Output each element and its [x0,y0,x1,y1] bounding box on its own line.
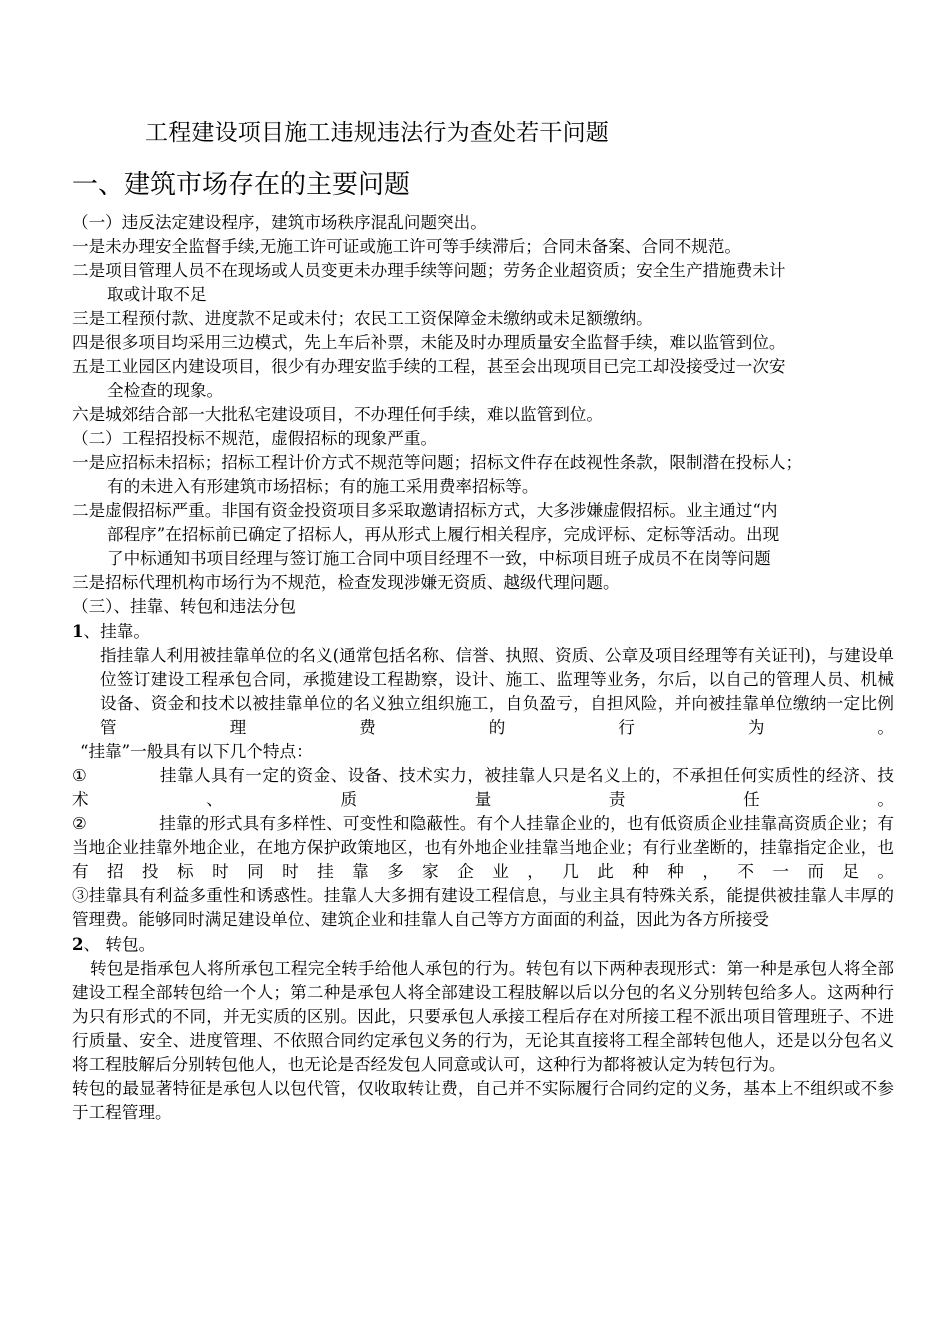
sub-heading-number: 1 [72,621,84,641]
paragraph-s2-item2-line1: 二是虚假招标严重。非国有资金投资项目多采取邀请招标方式，大多涉嫌虚假招标。业主通过“内 [72,501,778,520]
paragraph-s2-item1-line2: 有的未进入有形建筑市场招标；有的施工采用费率招标等。 [107,477,539,496]
feature-number: ① [72,766,88,785]
paragraph-s1-item4: 四是很多项目均采用三边模式，先上车后补票，未能及时办理质量安全监督手续，难以监管到位。 [72,333,786,352]
paragraph-s1-item3: 三是工程预付款、进度款不足或未付；农民工工资保障金未缴纳或未足额缴纳。 [72,309,653,328]
sub-heading-text: 、 转包。 [83,935,156,954]
subsection-heading-2: （二）工程招投标不规范，虚假招标的现象严重。 [72,429,438,448]
paragraph-affiliation-definition: 指挂靠人利用被挂靠单位的名义(通常包括名称、信誉、执照、资质、公章及项目经理等有关证刊)，与建设单位签订建设工程承包合同，承揽建设工程勘察，设计、施工、监理等业务，尔后，以自己的管理人员、机械设备、资金和技术以被挂靠单位的名义独立组织施工，自负盈亏，自担风险，并向被挂靠单位缴纳一定比例管理费的行为。 [100,646,894,737]
subsection-heading-3: （三）、挂靠、转包和违法分包 [72,597,297,616]
paragraph-s2-item1-line1: 一是应招标未招标；招标工程计价方式不规范等问题；招标文件存在歧视性条款，限制潜在投标人； [72,453,803,472]
feature-number: ② [72,814,87,833]
feature-text: 挂靠人具有一定的资金、设备、技术实力，被挂靠人只是名义上的，不承担任何实质性的经济、技术、质量责任。 [72,766,894,809]
paragraph-s2-item3: 三是招标代理机构市场行为不规范，检查发现涉嫌无资质、越级代理问题。 [72,573,620,592]
paragraph-s1-item6: 六是城郊结合部一大批私宅建设项目，不办理任何手续，难以监管到位。 [72,405,603,424]
paragraph-feature-1 [72,764,894,812]
feature-text: 挂靠的形式具有多样性、可变性和隐蔽性。有个人挂靠企业的，也有低资质企业挂靠高资质企业；有当地企业挂靠外地企业，在地方保护政策地区，也有外地企业挂靠当地企业；有行业垄断的，挂靠指定企业，也有招投标时同时挂靠多家企业，几此种种，不一而足。 [72,814,894,881]
sub-heading-number: 2 [72,934,84,954]
subsection-heading-1: （一）违反法定建设程序，建筑市场秩序混乱问题突出。 [72,213,487,232]
paragraph-feature-2 [72,812,894,884]
paragraph-s1-item2-line1: 二是项目管理人员不在现场或人员变更未办理手续等问题；劳务企业超资质；安全生产措施费未计 [72,261,786,280]
sub-heading-subcontract [72,932,894,957]
paragraph-s2-item2-line2: 部程序”在招标前已确定了招标人，再从形式上履行相关程序，完成评标、定标等活动。出现 [107,525,780,544]
document-title: 工程建设项目施工违规违法行为查处若干问题 [145,120,609,146]
sub-heading-text: 、挂靠。 [83,622,150,641]
paragraph-feature-3: ③挂靠具有利益多重性和诱惑性。挂靠人大多拥有建设工程信息，与业主具有特殊关系，能提供被挂靠人丰厚的管理费。能够同时满足建设单位、建筑企业和挂靠人自己等方方面面的利益，因此为各方所接受 [72,886,894,929]
paragraph-s1-item1: 一是未办理安全监督手续,无施工许可证或施工许可等手续滞后；合同未备案、合同不规范。 [72,237,742,256]
sub-heading-affiliation [72,619,894,644]
paragraph-s1-item2-line2: 取或计取不足 [107,285,207,304]
section-heading: 一、建筑市场存在的主要问题 [72,170,411,200]
paragraph-subcontract-feature: 转包的最显著特征是承包人以包代管，仅收取转让费，自己并不实际履行合同约定的义务，基本上不组织或不参于工程管理。 [72,1079,894,1122]
paragraph-s1-item5-line1: 五是工业园区内建设项目，很少有办理安监手续的工程，甚至会出现项目已完工却没接受过一次安 [72,357,786,376]
paragraph-s1-item5-line2: 全检查的现象。 [107,381,224,400]
paragraph-s2-item2-line3: 了中标通知书项目经理与签订施工合同中项目经理不一致，中标项目班子成员不在岗等问题 [107,549,771,568]
paragraph-subcontract-definition: 转包是指承包人将所承包工程完全转手给他人承包的行为。转包有以下两种表现形式：第一种是承包人将全部建设工程全部转包给一个人；第二种是承包人将全部建设工程肢解以后以分包的名义分别转包给多人。这两种行为只有形式的不同，并无实质的区别。因此，只要承包人承接工程后存在对所接工程不派出项目管理班子、不进行质量、安全、进度管理、不依照合同约定承包义务的行为，无论其直接将工程全部转包他人，还是以分包名义将工程肢解后分别转包他人，也无论是否经发包人同意或认可，这种行为都将被认定为转包行为。 [72,959,894,1074]
document-body [72,211,894,1125]
paragraph-affiliation-features-intro: “挂靠”一般具有以下几个特点： [80,742,313,761]
